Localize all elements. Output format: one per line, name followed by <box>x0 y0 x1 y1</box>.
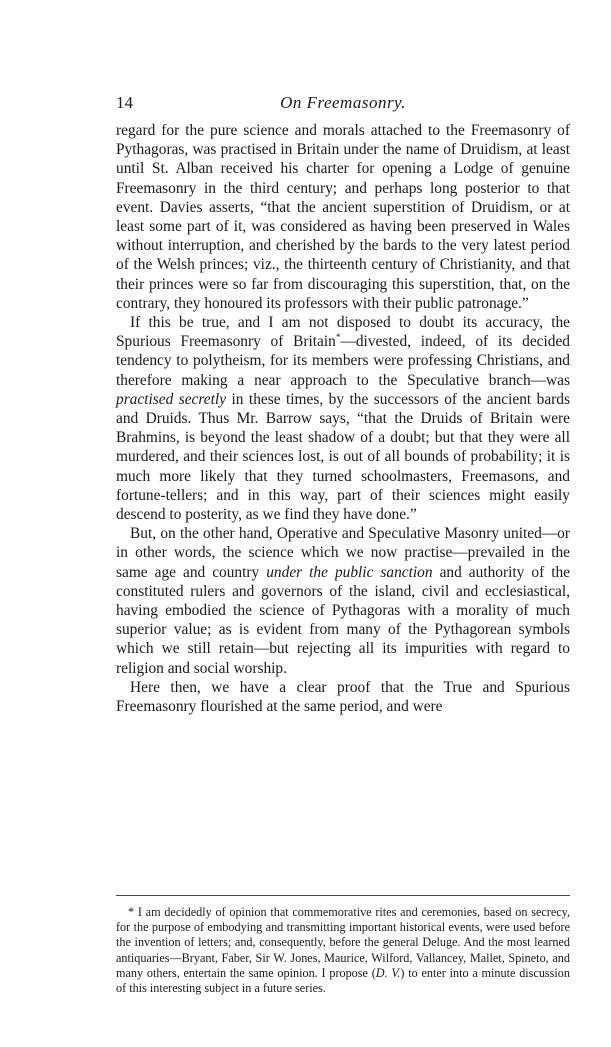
paragraph-2 <box>116 313 570 524</box>
paragraph-2-text-a: If this be true, and I am not disposed to doubt its accuracy, the Spurious Freemasonry of Britain <box>116 314 570 351</box>
paragraph-3 <box>116 524 570 678</box>
footnote-divider <box>116 895 570 896</box>
running-title: On Freemasonry. <box>280 93 406 112</box>
paragraph-1 <box>116 121 570 313</box>
page-header <box>116 93 570 115</box>
emphasis-public-sanction: under the public sanction <box>266 563 433 581</box>
footnote-marker: * <box>335 332 341 343</box>
body-text <box>116 121 570 716</box>
paragraph-2-text-b: —divested, indeed, of its decided tendency to polytheism, for its members were professing Christians, and therefore making a near approach to the Speculative branch—was <box>116 333 570 389</box>
paragraph-2-text-c: in these times, by the successors of the ancient bards and Druids. Thus Mr. Barrow says, “that the Druids of Britain were Brahmins, is beyond the least shadow of a doubt; but that they were all murdered, and their sciences lost, is out of all bounds of probability; it is much more likely that they turned schoolmasters, Freemasons, and fortune-tellers; and in this way, part of their sciences might easily descend to posterity, as we find they have done.” <box>116 390 570 524</box>
page-number: 14 <box>116 93 133 112</box>
footnote-reference: D. V. <box>375 965 401 980</box>
paragraph-3-text-b: and authority of the constituted rulers and governors of the island, civil and ecclesiastical, having embodied the science of Pythagoras with a morality of much superior value; as is evident from many of the Pythagorean symbols which we still retain—but rejecting all its impurities with regard to religion and social worship. <box>116 563 570 677</box>
paragraph-1-text: regard for the pure science and morals attached to the Freemasonry of Pythagoras, was practised in Britain under the name of Druidism, at least until St. Alban received his charter for opening a Lodge of genuine Freemasonry in the third century; and perhaps long posterior to that event. Davies asserts, “that the ancient superstition of Druidism, or at least some part of it, was considered as having been preserved in Wales without interruption, and cherished by the bards to the very latest period of the Welsh princes; viz., the thirteenth century of Christianity, and that their princes were so far from discouraging this superstition, that, on the contrary, they honoured its professors with their public patronage.” <box>116 122 570 312</box>
footnote-text-a: I am decidedly of opinion that commemorative rites and ceremonies, based on secrecy, for the purpose of embodying and transmitting important historical events, were used before the invention of letters; and, consequently, before the general Deluge. And the most learned antiquaries—Bryant, Faber, Sir W. Jones, Maurice, Wilford, Vallancey, Mallet, Spineto, and many others, entertain the same opinion. I propose ( <box>116 905 570 980</box>
paragraph-4 <box>116 678 570 716</box>
footnote <box>116 905 570 996</box>
emphasis-practised-secretly: practised secretly <box>116 390 227 408</box>
footnote-marker-symbol: * <box>128 905 135 919</box>
paragraph-4-text: Here then, we have a clear proof that the True and Spurious Freemasonry flourished at the same period, and were <box>116 678 570 716</box>
paragraph-3-text-a: But, on the other hand, Operative and Speculative Masonry united—or in other words, the science which we now practise—prevailed in the same age and country <box>116 525 570 581</box>
footnote-text-b: ) to enter into a minute discussion of this interesting subject in a future series. <box>116 965 570 996</box>
